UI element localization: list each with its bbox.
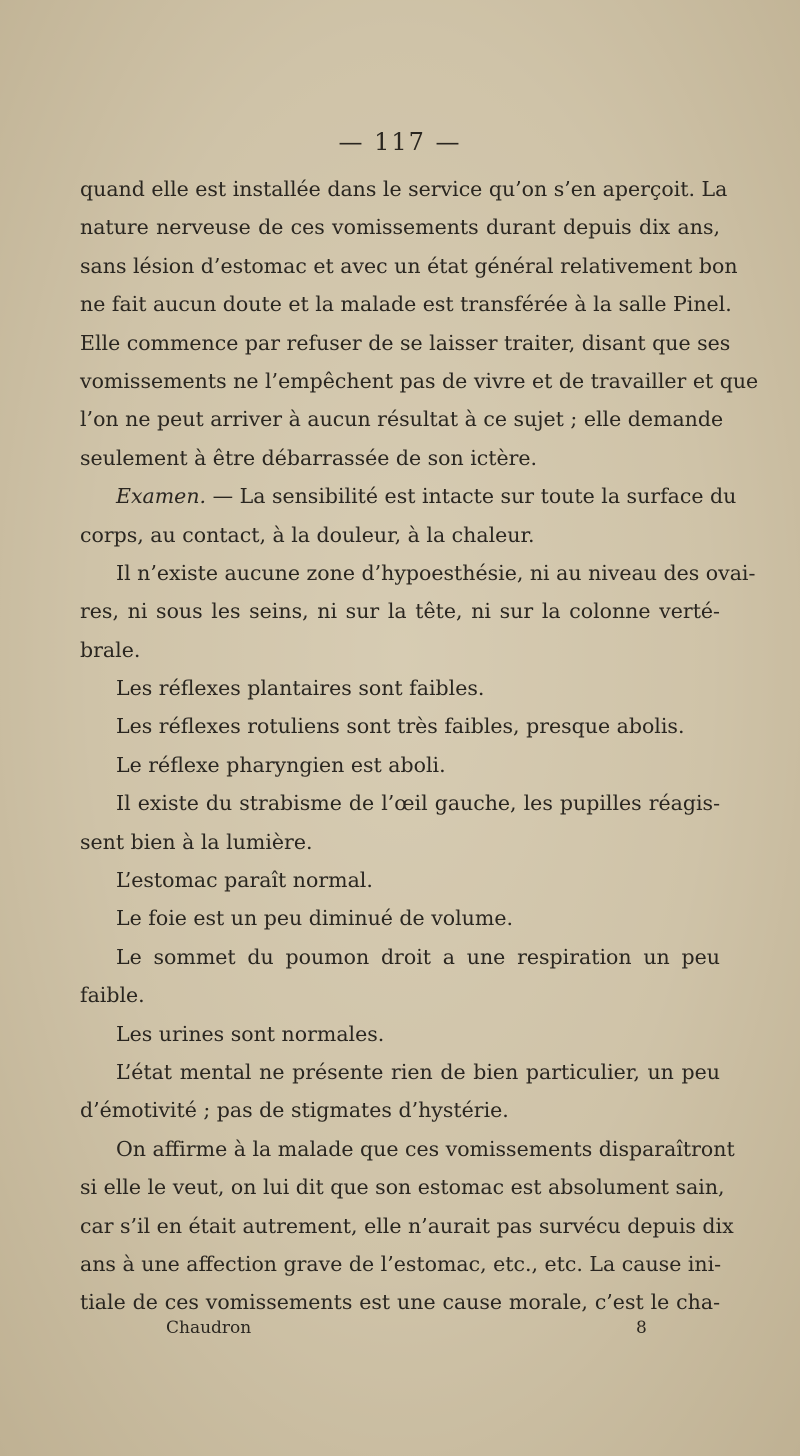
text-line: Il existe du strabisme de l’œil gauche, les pupilles réagis- (116, 791, 720, 816)
exam-label: Examen. (116, 484, 207, 509)
text-line: brale. (80, 637, 141, 662)
text-line: nature nerveuse de ces vomissements durant depuis dix ans, (80, 215, 720, 240)
text-line: sans lésion d’estomac et avec un état général relativement bon (80, 253, 738, 278)
exam-text: — La sensibilité est intacte sur toute la surface du (212, 484, 737, 509)
text-line: Les réflexes plantaires sont faibles. (116, 676, 485, 701)
text-line: quand elle est installée dans le service qu’on s’en aperçoit. La (80, 177, 728, 201)
text-line: vomissements ne l’empêchent pas de vivre et de travailler et que (80, 368, 759, 393)
text-line: si elle le veut, on lui dit que son estomac est absolument sain, (80, 1175, 725, 1200)
text-line: l’on ne peut arriver à aucun résultat à ce sujet ; elle demande (80, 407, 724, 432)
text-line: sent bien à la lumière. (80, 829, 313, 854)
text-line: Le réflexe pharyngien est aboli. (116, 752, 446, 777)
text-line: On affirme à la malade que ces vomissements disparaîtront (116, 1136, 735, 1161)
exam-line (80, 477, 737, 515)
text-line: Le sommet du poumon droit a une respiration un peu (116, 944, 720, 969)
text-line: d’émotivité ; pas de stigmates d’hystérie. (80, 1098, 509, 1123)
text-line: faible. (80, 983, 145, 1008)
text-line: Le foie est un peu diminué de volume. (116, 906, 513, 931)
text-line: Elle commence par refuser de se laisser traiter, disant que ses (80, 330, 731, 355)
page-footer (0, 1318, 800, 1348)
text-line: res, ni sous les seins, ni sur la tête, ni sur la colonne verté- (80, 599, 720, 624)
text-line: Il n’existe aucune zone d’hypoesthésie, ni au niveau des ovai- (116, 560, 756, 585)
text-line: corps, au contact, à la douleur, à la chaleur. (80, 522, 535, 547)
text-line: L’état mental ne présente rien de bien particulier, un peu (116, 1059, 720, 1084)
body-text (80, 170, 759, 1322)
text-line: car s’il en était autrement, elle n’aurait pas survécu depuis dix (80, 1213, 734, 1238)
text-line: seulement à être débarrassée de son ictère. (80, 445, 538, 470)
footer-author: Chaudron (166, 1318, 252, 1338)
footer-signature: 8 (636, 1318, 647, 1338)
text-line: ans à une affection grave de l’estomac, etc., etc. La cause ini- (80, 1251, 722, 1276)
text-line: Les réflexes rotuliens sont très faibles, presque abolis. (116, 714, 685, 739)
text-line: ne fait aucun doute et la malade est transférée à la salle Pinel. (80, 292, 732, 317)
text-line: Les urines sont normales. (116, 1021, 385, 1046)
text-line: tiale de ces vomissements est une cause morale, c’est le cha- (80, 1290, 720, 1315)
text-line: L’estomac paraît normal. (116, 868, 373, 893)
page-number: — 117 — (338, 128, 462, 156)
